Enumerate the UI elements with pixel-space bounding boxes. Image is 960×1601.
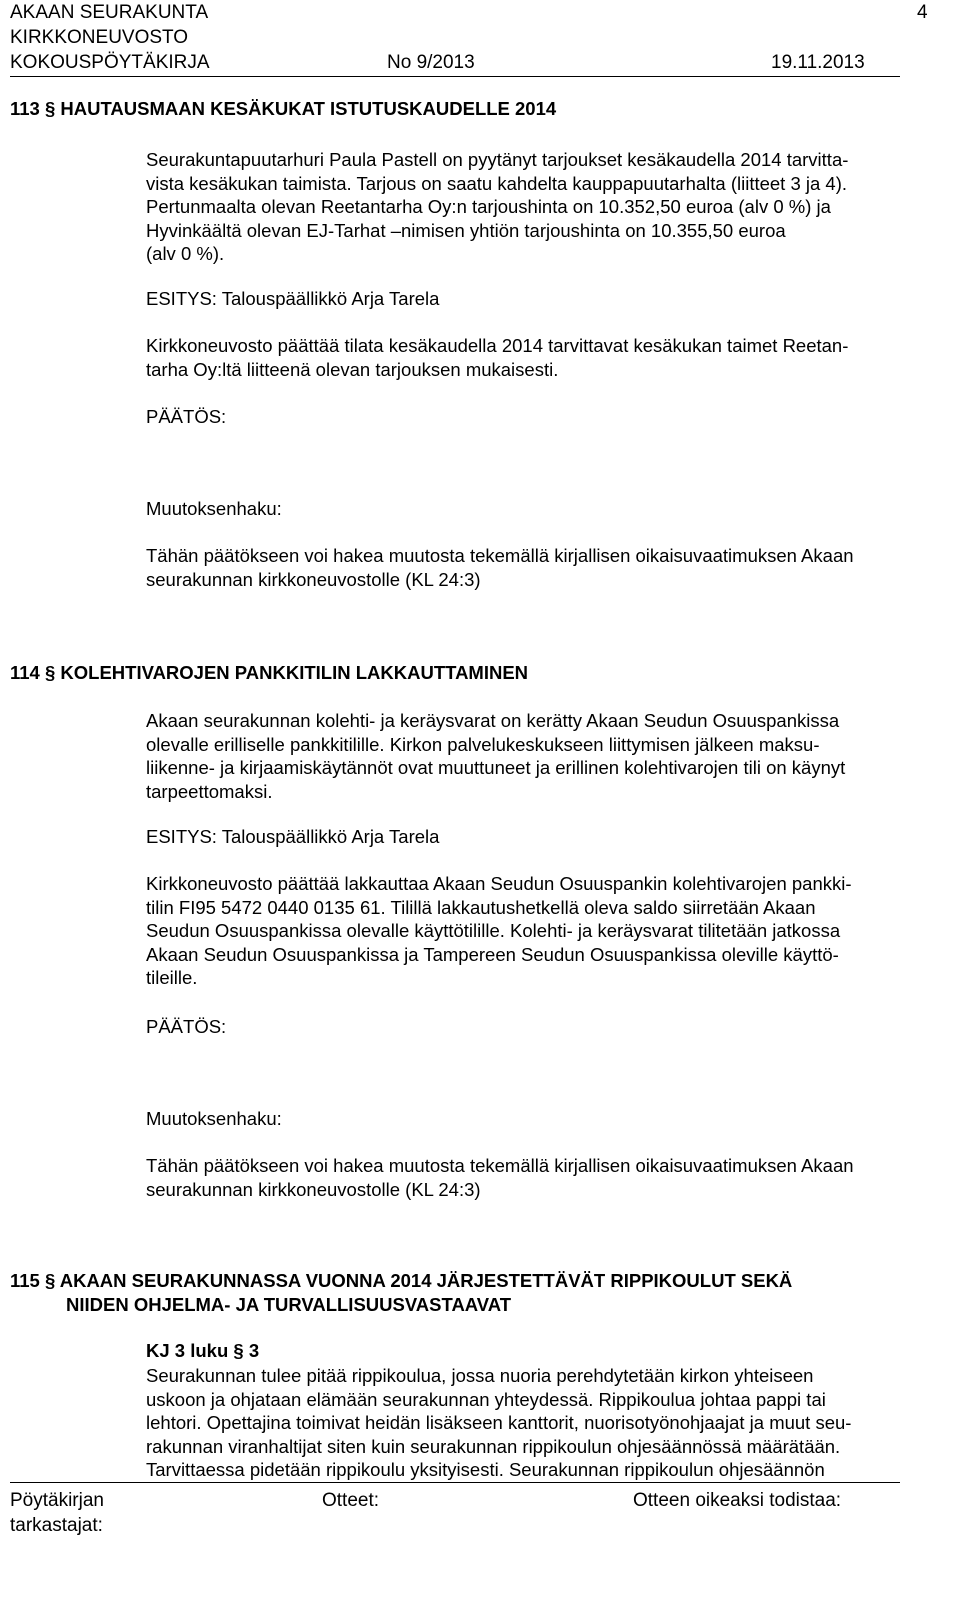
- proposal-line: tileille.: [146, 967, 198, 988]
- footer-certified-label: Otteen oikeaksi todistaa:: [633, 1490, 842, 1511]
- footer-checker-label: [10, 1488, 104, 1538]
- body-line: uskoon ja ohjataan elämään seurakunnan yhteydessä. Rippikoulua johtaa pappi tai: [146, 1388, 826, 1410]
- body-line: Pertunmaalta olevan Reetantarha Oy:n tarjoushinta on 10.352,50 euroa (alv 0 %) ja: [146, 196, 831, 217]
- section-114-esitys: ESITYS: Talouspäällikkö Arja Tarela: [146, 826, 440, 847]
- header-doc-type: KOKOUSPÖYTÄKIRJA: [10, 52, 210, 73]
- section-113-body: [146, 148, 926, 266]
- proposal-line: Kirkkoneuvosto päättää lakkauttaa Akaan Seudun Osuuspankin kolehtivarojen pankki-: [146, 873, 852, 894]
- body-line: vista kesäkukan taimista. Tarjous on saatu kahdelta kauppapuutarhalta (liitteet 3 ja 4).: [146, 172, 848, 194]
- page-number: 4: [917, 2, 928, 23]
- section-115-title-line1: 115 § AKAAN SEURAKUNNASSA VUONNA 2014 JÄRJESTETTÄVÄT RIPPIKOULUT SEKÄ: [10, 1270, 793, 1291]
- section-113-title: 113 § HAUTAUSMAAN KESÄKUKAT ISTUTUSKAUDELLE 2014: [10, 98, 557, 119]
- proposal-line: tilin FI95 5472 0440 0135 61. Tilillä lakkautushetkellä oleva saldo siirretään Akaan: [146, 896, 816, 918]
- footer-rule: [10, 1482, 900, 1483]
- section-114-appeal: [146, 1154, 926, 1201]
- section-114-proposal: [146, 872, 926, 990]
- header-org: AKAAN SEURAKUNTA: [10, 2, 209, 23]
- section-114-paatos: PÄÄTÖS:: [146, 1016, 227, 1037]
- body-line: olevalle erilliselle pankkitilille. Kirkon palvelukeskukseen liittymisen jälkeen maksu-: [146, 733, 820, 755]
- appeal-line: Tähän päätökseen voi hakea muutosta tekemällä kirjallisen oikaisuvaatimuksen Akaan: [146, 1155, 854, 1176]
- body-line: Hyvinkäältä olevan EJ-Tarhat –nimisen yhtiön tarjoushinta on 10.355,50 euroa: [146, 219, 786, 241]
- body-line: tarpeettomaksi.: [146, 780, 273, 802]
- section-114-title: 114 § KOLEHTIVAROJEN PANKKITILIN LAKKAUTTAMINEN: [10, 662, 529, 683]
- header-number: No 9/2013: [387, 52, 475, 73]
- proposal-line: Seudun Osuuspankissa olevalle käyttötilille. Kolehti- ja keräysvarat tilitetään jatkossa: [146, 920, 841, 941]
- body-line: rakunnan viranhaltijat siten kuin seurakunnan rippikoulun ohjesäännössä määrätään.: [146, 1435, 841, 1457]
- section-115-body: [146, 1364, 926, 1482]
- header-rule: [10, 76, 900, 77]
- section-113-paatos: PÄÄTÖS:: [146, 406, 227, 427]
- section-113-proposal: [146, 334, 926, 381]
- footer-checker-line1: Pöytäkirjan: [10, 1490, 104, 1511]
- section-114-body: [146, 709, 926, 803]
- body-line: Seurakunnan tulee pitää rippikoulua, jossa nuoria perehdytetään kirkon yhteiseen: [146, 1365, 814, 1386]
- section-113-esitys: ESITYS: Talouspäällikkö Arja Tarela: [146, 288, 440, 309]
- proposal-line: tarha Oy:ltä liitteenä olevan tarjouksen mukaisesti.: [146, 358, 559, 380]
- footer-excerpts-label: Otteet:: [322, 1490, 380, 1511]
- proposal-line: Kirkkoneuvosto päättää tilata kesäkaudella 2014 tarvittavat kesäkukan taimet Reetan-: [146, 335, 849, 356]
- section-115-subheading: KJ 3 luku § 3: [146, 1340, 260, 1361]
- body-line: (alv 0 %).: [146, 243, 225, 264]
- body-line: Seurakuntapuutarhuri Paula Pastell on pyytänyt tarjoukset kesäkaudella 2014 tarvitta-: [146, 149, 849, 170]
- header-date: 19.11.2013: [771, 52, 865, 73]
- appeal-line: seurakunnan kirkkoneuvostolle (KL 24:3): [146, 1178, 481, 1200]
- section-115-title-line2: NIIDEN OHJELMA- JA TURVALLISUUSVASTAAVAT: [66, 1294, 512, 1315]
- appeal-line: seurakunnan kirkkoneuvostolle (KL 24:3): [146, 568, 481, 590]
- section-114-muutoksenhaku: Muutoksenhaku:: [146, 1108, 282, 1129]
- section-113-appeal: [146, 544, 926, 591]
- proposal-line: Akaan Seudun Osuuspankissa ja Tampereen Seudun Osuuspankissa oleville käyttö-: [146, 943, 839, 965]
- footer-checker-line2: tarkastajat:: [10, 1515, 103, 1536]
- body-line: Tarvittaessa pidetään rippikoulu yksityisesti. Seurakunnan rippikoulun ohjesäännön: [146, 1459, 825, 1480]
- body-line: lehtori. Opettajina toimivat heidän lisäkseen kanttorit, nuorisotyönohjaajat ja muut seu-: [146, 1412, 852, 1433]
- body-line: liikenne- ja kirjaamiskäytännöt ovat muuttuneet ja erillinen kolehtivarojen tili on käynyt: [146, 757, 846, 778]
- body-line: Akaan seurakunnan kolehti- ja keräysvarat on kerätty Akaan Seudun Osuuspankissa: [146, 710, 840, 731]
- header-body: KIRKKONEUVOSTO: [10, 27, 189, 48]
- section-113-muutoksenhaku: Muutoksenhaku:: [146, 498, 282, 519]
- appeal-line: Tähän päätökseen voi hakea muutosta tekemällä kirjallisen oikaisuvaatimuksen Akaan: [146, 545, 854, 566]
